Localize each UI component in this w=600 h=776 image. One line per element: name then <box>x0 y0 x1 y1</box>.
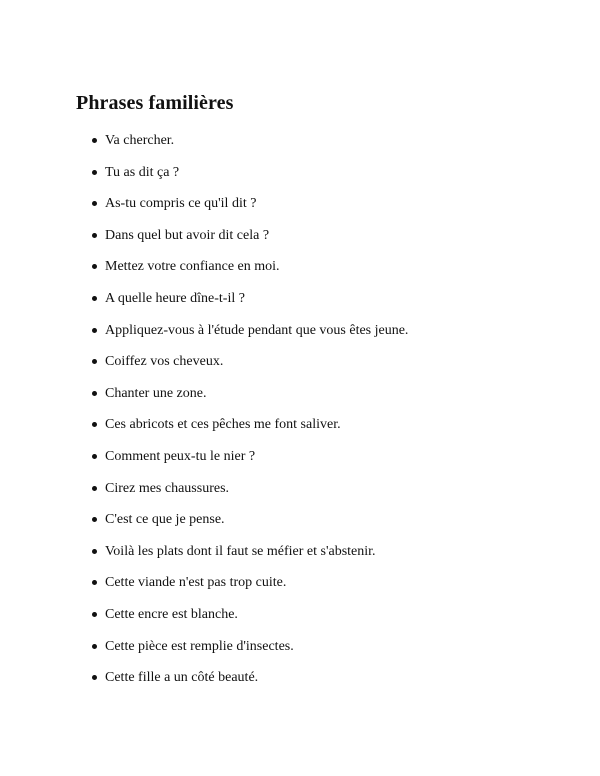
list-item <box>76 322 560 354</box>
bullet-icon <box>92 138 97 143</box>
phrase-text: Dans quel but avoir dit cela ? <box>105 227 270 243</box>
phrase-list <box>76 132 560 701</box>
phrase-text: Cette pièce est remplie d'insectes. <box>105 638 294 654</box>
bullet-icon <box>92 296 97 301</box>
page-title: Phrases familières <box>76 92 234 114</box>
list-item <box>76 543 560 575</box>
phrase-text: As-tu compris ce qu'il dit ? <box>105 196 257 212</box>
phrase-text: Appliquez-vous à l'étude pendant que vous êtes jeune. <box>105 322 409 338</box>
list-item <box>76 669 560 701</box>
phrase-text: Mettez votre confiance en moi. <box>105 259 280 275</box>
phrase-text: Cirez mes chaussures. <box>105 480 230 496</box>
phrase-text: Va chercher. <box>105 133 175 148</box>
phrase-text: Chanter une zone. <box>105 385 207 401</box>
bullet-icon <box>92 328 97 333</box>
phrase-text: Voilà les plats dont il faut se méfier et s'abstenir. <box>105 543 376 559</box>
bullet-icon <box>92 201 97 206</box>
phrase-text: Coiffez vos cheveux. <box>105 354 224 370</box>
bullet-icon <box>92 264 97 269</box>
list-item <box>76 195 560 227</box>
bullet-icon <box>92 644 97 649</box>
phrase-text: Cette viande n'est pas trop cuite. <box>105 575 287 591</box>
bullet-icon <box>92 422 97 427</box>
bullet-icon <box>92 170 97 175</box>
bullet-icon <box>92 580 97 585</box>
list-item <box>76 638 560 670</box>
list-item <box>76 290 560 322</box>
phrase-text: Tu as dit ça ? <box>105 164 180 180</box>
phrase-text: C'est ce que je pense. <box>105 512 225 528</box>
list-item <box>76 258 560 290</box>
bullet-icon <box>92 486 97 491</box>
phrase-text: Cette encre est blanche. <box>105 606 238 622</box>
bullet-icon <box>92 391 97 396</box>
phrase-text: Ces abricots et ces pêches me font saliver. <box>105 417 341 433</box>
bullet-icon <box>92 612 97 617</box>
list-item <box>76 164 560 196</box>
list-item <box>76 132 560 164</box>
list-item <box>76 448 560 480</box>
list-item <box>76 416 560 448</box>
list-item <box>76 353 560 385</box>
bullet-icon <box>92 549 97 554</box>
phrase-text: A quelle heure dîne-t-il ? <box>105 290 245 306</box>
list-item <box>76 480 560 512</box>
bullet-icon <box>92 359 97 364</box>
list-item <box>76 606 560 638</box>
bullet-icon <box>92 517 97 522</box>
list-item <box>76 227 560 259</box>
phrase-text: Cette fille a un côté beauté. <box>105 670 259 686</box>
bullet-icon <box>92 454 97 459</box>
list-item <box>76 511 560 543</box>
list-item <box>76 574 560 606</box>
bullet-icon <box>92 233 97 238</box>
bullet-icon <box>92 675 97 680</box>
list-item <box>76 385 560 417</box>
phrase-text: Comment peux-tu le nier ? <box>105 448 256 464</box>
